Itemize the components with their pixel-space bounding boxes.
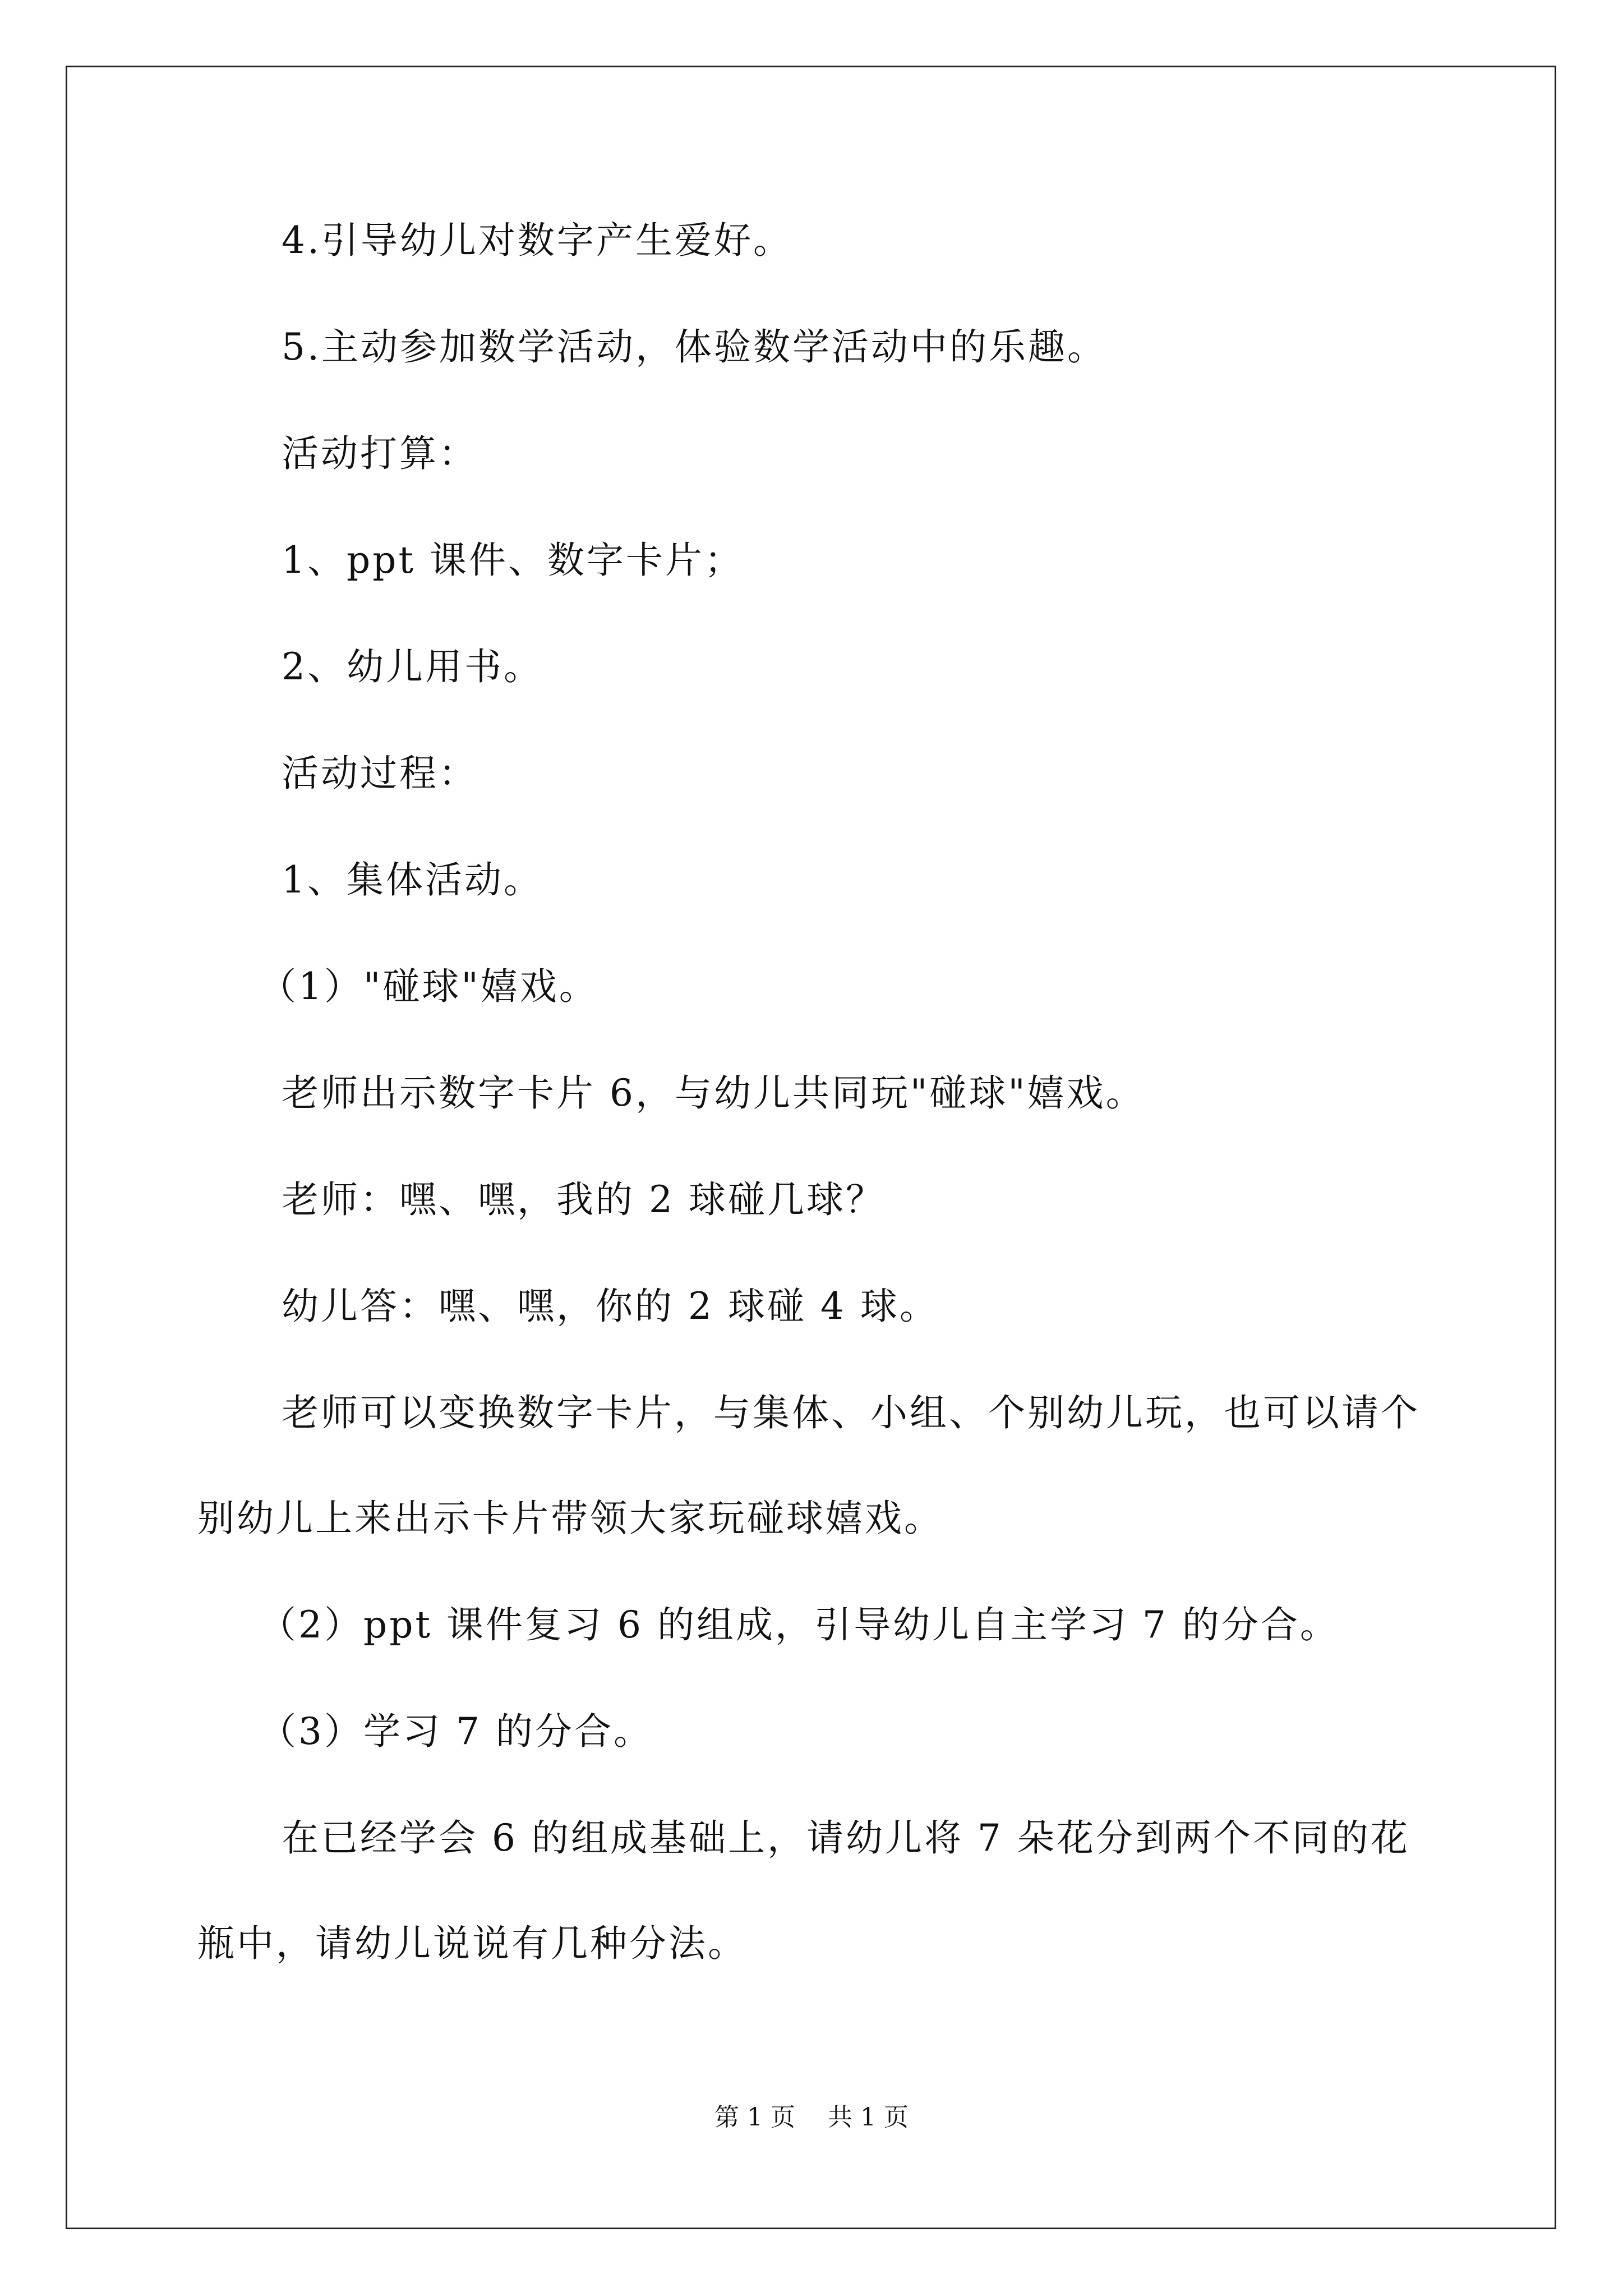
paragraph: 幼儿答：嘿、嘿，你的 2 球碰 4 球。 <box>282 1285 939 1328</box>
paragraph: 活动打算： <box>282 432 478 475</box>
paragraph: （1）"碰球"嬉戏。 <box>259 965 598 1008</box>
paragraph: 活动过程： <box>282 752 478 795</box>
paragraph: 在已经学会 6 的组成基础上，请幼儿将 7 朵花分到两个不同的花瓶中，请幼儿说说有几种分法。 <box>197 1816 1410 1965</box>
paragraph: （2）ppt 课件复习 6 的组成，引导幼儿自主学习 7 的分合。 <box>259 1603 1339 1646</box>
paragraph: 2、幼儿用书。 <box>282 645 543 688</box>
page-number: 第 1 页 <box>714 2103 795 2132</box>
paragraph: 1、ppt 课件、数字卡片； <box>282 539 744 582</box>
document-body <box>197 213 1431 2023</box>
paragraph: 5.主动参加数学活动，体验数学活动中的乐趣。 <box>282 325 1106 369</box>
paragraph: 老师可以变换数字卡片，与集体、小组、个别幼儿玩，也可以请个别幼儿上来出示卡片带领大家玩碰球嬉戏。 <box>197 1391 1420 1540</box>
page-total: 共 1 页 <box>828 2103 909 2132</box>
paragraph: （3）学习 7 的分合。 <box>259 1710 653 1753</box>
page-footer <box>0 2101 1623 2134</box>
paragraph: 4.引导幼儿对数字产生爱好。 <box>282 219 792 262</box>
paragraph: 老师出示数字卡片 6，与幼儿共同玩"碰球"嬉戏。 <box>282 1071 1145 1115</box>
paragraph: 1、集体活动。 <box>282 858 543 901</box>
paragraph: 老师：嘿、嘿，我的 2 球碰几球？ <box>282 1178 885 1221</box>
